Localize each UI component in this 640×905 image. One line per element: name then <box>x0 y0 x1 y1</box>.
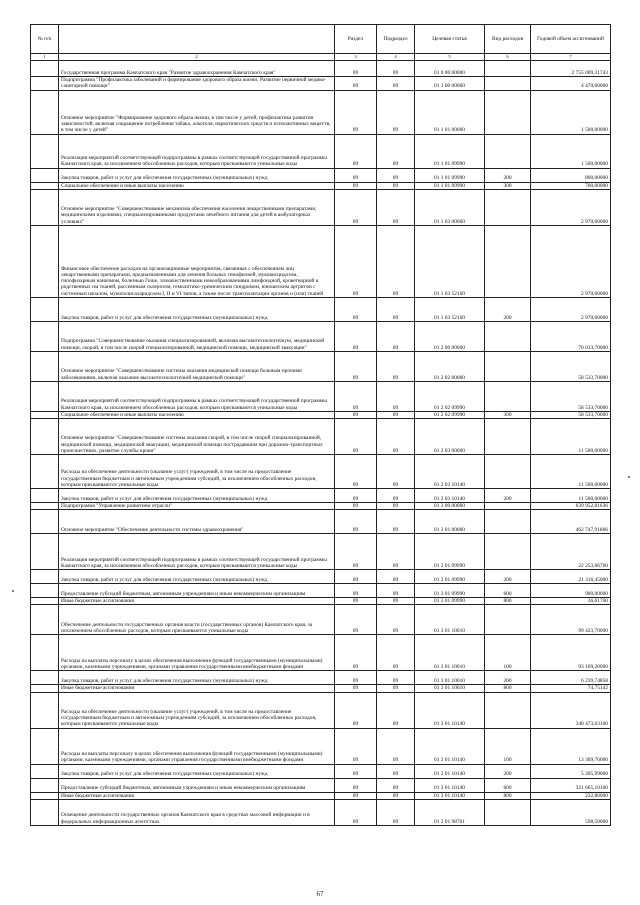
colnum-2: 2 <box>59 54 335 61</box>
cell-amount: 2 970,60000 <box>531 297 611 321</box>
cell-amount: 1 500,00000 <box>531 90 611 134</box>
cell-section: 09 <box>335 792 377 799</box>
cell-amount: 232,80000 <box>531 792 611 799</box>
cell-subsection: 09 <box>377 685 415 692</box>
cell-amount: 93 109,20000 <box>531 635 611 671</box>
table-row <box>31 510 611 534</box>
cell-num <box>31 321 59 351</box>
cell-num <box>31 419 59 455</box>
cell-subsection: 09 <box>377 419 415 455</box>
cell-article: 01 3 01 10140 <box>415 692 485 728</box>
cell-name: Закупка товаров, работ и услуг для обеспечения государственных (муниципальных) нужд <box>59 489 335 503</box>
cell-num <box>31 598 59 605</box>
cell-name: Расходы на обеспечение деятельности (оказание услуг) учреждений, в том числе на предоставление государственным бюджетным и автономным учреждениям субсидий, за исключением обособленных расходов, которым присваиваются уникальные коды <box>59 692 335 728</box>
cell-article: 01 1 01 09990 <box>415 134 485 168</box>
table-row <box>31 189 611 225</box>
cell-expense-type: 600 <box>485 584 531 598</box>
cell-num <box>31 225 59 297</box>
cell-subsection: 09 <box>377 671 415 685</box>
cell-subsection: 09 <box>377 635 415 671</box>
cell-subsection: 09 <box>377 411 415 418</box>
cell-amount: 11 500,00000 <box>531 489 611 503</box>
cell-name: Основное мероприятие "Совершенствование системы оказания медицинской помощи больным прочими заболеваниями, включая оказание высокотехнологичной медицинской помощи" <box>59 351 335 381</box>
cell-expense-type: 300 <box>485 182 531 189</box>
cell-expense-type: 200 <box>485 764 531 778</box>
cell-subsection: 09 <box>377 225 415 297</box>
cell-section: 09 <box>335 321 377 351</box>
cell-expense-type: 100 <box>485 728 531 764</box>
cell-num <box>31 685 59 692</box>
cell-amount: 462 747,91866 <box>531 510 611 534</box>
cell-subsection: 09 <box>377 778 415 792</box>
cell-name: Социальное обеспечение и иные выплаты населению <box>59 411 335 418</box>
cell-num <box>31 671 59 685</box>
cell-article: 01 1 01 09990 <box>415 168 485 182</box>
cell-article: 01 2 03 00000 <box>415 419 485 455</box>
cell-num <box>31 534 59 570</box>
cell-num <box>31 455 59 489</box>
cell-name: Финансовое обеспечение расходов на организационные мероприятия, связанные с обеспечением лиц лекарственными препаратами, предназначенными для лечения больных гемофилией, муковисцидозом, гипофизарным нанизмом, болезнью Гоше, злокачественными новообразованиями лимфоидной, кроветворной и родственных им тканей, рассеянным склерозом, гемолитико-уремическим синдромом, юношеским артритом с системным началом, мукополисахаридозом I, II и VI типов, а также после трансплантации органов и (или) тканей <box>59 225 335 297</box>
cell-expense-type <box>485 134 531 168</box>
table-row <box>31 728 611 764</box>
colnum-3: 3 <box>335 54 377 61</box>
cell-article: 01 1 01 09990 <box>415 182 485 189</box>
cell-subsection: 09 <box>377 134 415 168</box>
cell-num <box>31 799 59 825</box>
cell-name: Реализация мероприятий соответствующей подпрограммы в рамках соответствующей государственной программы Камчатского края, за исключением обособленных расходов, которым присваиваются уникальные коды <box>59 534 335 570</box>
header-num: № п/п <box>31 25 59 54</box>
cell-section: 09 <box>335 297 377 321</box>
cell-amount: 340 473,63100 <box>531 692 611 728</box>
table-row <box>31 605 611 635</box>
cell-name: Предоставление субсидий бюджетным, автономным учреждениям и иным некоммерческим организациям <box>59 778 335 792</box>
table-row <box>31 792 611 799</box>
header-name <box>59 25 335 54</box>
cell-name: Расходы на выплаты персоналу в целях обеспечения выполнения функций государственными (муниципальными) органами, казенными учреждениями, органами управления государственными внебюджетными фондами <box>59 728 335 764</box>
cell-section: 09 <box>335 503 377 510</box>
cell-subsection: 09 <box>377 510 415 534</box>
cell-article: 01 3 01 10140 <box>415 728 485 764</box>
cell-subsection: 09 <box>377 189 415 225</box>
cell-section: 09 <box>335 189 377 225</box>
cell-article: 01 3 01 10010 <box>415 635 485 671</box>
table-row <box>31 799 611 825</box>
cell-amount: 99 423,70000 <box>531 605 611 635</box>
cell-article: 01 2 02 09990 <box>415 411 485 418</box>
cell-name: Реализация мероприятий соответствующей подпрограммы в рамках соответствующей государственной программы Камчатского края, за исключением обособленных расходов, которым присваиваются уникальные коды <box>59 381 335 411</box>
cell-section: 09 <box>335 61 377 77</box>
colnum-6: 6 <box>485 54 531 61</box>
cell-amount: 2 755 009,31743 <box>531 61 611 77</box>
table-row <box>31 419 611 455</box>
cell-subsection: 09 <box>377 297 415 321</box>
cell-section: 09 <box>335 692 377 728</box>
budget-table <box>30 24 611 826</box>
cell-section: 09 <box>335 419 377 455</box>
cell-subsection: 09 <box>377 381 415 411</box>
table-row <box>31 534 611 570</box>
cell-subsection: 09 <box>377 168 415 182</box>
table-header-row <box>31 25 611 54</box>
cell-name: Государственная программа Камчатского края "Развитие здравоохранения Камчатского края" <box>59 61 335 77</box>
table-row <box>31 685 611 692</box>
cell-article: 01 2 02 00000 <box>415 351 485 381</box>
cell-expense-type <box>485 692 531 728</box>
cell-name: Освещение деятельности государственных органов Камчатского края в средствах массовой информации и в федеральных информационных агентствах <box>59 799 335 825</box>
cell-subsection: 09 <box>377 792 415 799</box>
cell-amount: 58 533,70000 <box>531 411 611 418</box>
cell-section: 09 <box>335 455 377 489</box>
cell-article: 01 3 01 10140 <box>415 792 485 799</box>
cell-num <box>31 381 59 411</box>
cell-section: 09 <box>335 534 377 570</box>
cell-expense-type: 300 <box>485 411 531 418</box>
cell-amount: 70 033,70000 <box>531 321 611 351</box>
cell-subsection: 09 <box>377 728 415 764</box>
table-row <box>31 61 611 77</box>
cell-num <box>31 605 59 635</box>
cell-section: 09 <box>335 90 377 134</box>
cell-subsection: 09 <box>377 351 415 381</box>
cell-subsection: 09 <box>377 764 415 778</box>
cell-name: Подпрограмма "Управление развитием отрасли" <box>59 503 335 510</box>
table-row <box>31 381 611 411</box>
cell-article: 01 3 01 10140 <box>415 778 485 792</box>
cell-name: Основное мероприятие "Формирование здорового образа жизни, в том числе у детей, профилактика развития зависимостей, включая сокращение потребления табака, алкоголя, наркотических средств и психоактивных веществ, в том числе у детей" <box>59 90 335 134</box>
table-row <box>31 584 611 598</box>
cell-name: Закупка товаров, работ и услуг для обеспечения государственных (муниципальных) нужд <box>59 764 335 778</box>
cell-name: Иные бюджетные ассигнования <box>59 685 335 692</box>
cell-section: 09 <box>335 510 377 534</box>
cell-name: Закупка товаров, работ и услуг для обеспечения государственных (муниципальных) нужд <box>59 671 335 685</box>
cell-num <box>31 692 59 728</box>
cell-num <box>31 510 59 534</box>
cell-article: 01 1 03 00000 <box>415 189 485 225</box>
table-row <box>31 778 611 792</box>
cell-section: 09 <box>335 635 377 671</box>
cell-section: 09 <box>335 77 377 90</box>
page-number: 67 <box>316 890 324 898</box>
cell-expense-type: 800 <box>485 598 531 605</box>
cell-article: 01 3 01 10010 <box>415 605 485 635</box>
cell-subsection: 09 <box>377 182 415 189</box>
cell-expense-type <box>485 503 531 510</box>
cell-amount: 321 665,10100 <box>531 778 611 792</box>
cell-amount: 598,50000 <box>531 799 611 825</box>
scan-speck <box>628 476 630 478</box>
cell-expense-type: 200 <box>485 168 531 182</box>
cell-expense-type <box>485 90 531 134</box>
cell-amount: 58 533,70000 <box>531 381 611 411</box>
table-row <box>31 570 611 584</box>
cell-name: Реализация мероприятий соответствующей подпрограммы в рамках соответствующей государственной программы Камчатского края, за исключением обособленных расходов, которым присваиваются уникальные коды <box>59 134 335 168</box>
cell-amount: 11 500,00000 <box>531 419 611 455</box>
cell-article: 01 3 01 10010 <box>415 685 485 692</box>
cell-section: 09 <box>335 489 377 503</box>
cell-name: Закупка товаров, работ и услуг для обеспечения государственных (муниципальных) нужд <box>59 297 335 321</box>
cell-name: Обеспечение деятельности государственных органов власти (государственных органов) Камчатского края, за исключением обособленных расходов, которым присваиваются уникальные коды <box>59 605 335 635</box>
cell-num <box>31 411 59 418</box>
colnum-4: 4 <box>377 54 415 61</box>
cell-subsection: 09 <box>377 77 415 90</box>
cell-section: 09 <box>335 381 377 411</box>
table-row <box>31 411 611 418</box>
cell-name: Основное мероприятие "Совершенствование системы оказания скорой, в том числе скорой специализированной, медицинской помощи, медицинской эвакуации, медицинской помощи пострадавшим при дорожно-транспортных происшествиях, развитие службы крови" <box>59 419 335 455</box>
cell-amount: 22 253,06760 <box>531 534 611 570</box>
cell-expense-type <box>485 351 531 381</box>
cell-expense-type <box>485 189 531 225</box>
header-section: Раздел <box>335 25 377 54</box>
table-body <box>31 61 611 826</box>
cell-article: 01 1 03 52160 <box>415 297 485 321</box>
cell-article: 01 3 01 09990 <box>415 570 485 584</box>
cell-article: 01 2 03 10140 <box>415 455 485 489</box>
cell-name: Иные бюджетные ассигнования <box>59 792 335 799</box>
cell-subsection: 09 <box>377 321 415 351</box>
cell-subsection: 09 <box>377 799 415 825</box>
cell-section: 09 <box>335 764 377 778</box>
cell-article: 01 3 01 09990 <box>415 534 485 570</box>
cell-expense-type: 200 <box>485 489 531 503</box>
cell-name: Расходы на обеспечение деятельности (оказание услуг) учреждений, в том числе на предоставление государственным бюджетным и автономным учреждениям субсидий, за исключением обособленных расходов, которым присваиваются уникальные коды <box>59 455 335 489</box>
cell-num <box>31 778 59 792</box>
cell-expense-type: 800 <box>485 685 531 692</box>
cell-article: 01 2 03 10140 <box>415 489 485 503</box>
cell-expense-type <box>485 381 531 411</box>
cell-num <box>31 61 59 77</box>
table-row <box>31 351 611 381</box>
cell-expense-type <box>485 510 531 534</box>
cell-subsection: 09 <box>377 605 415 635</box>
cell-section: 09 <box>335 182 377 189</box>
cell-subsection: 09 <box>377 598 415 605</box>
cell-amount: 900,00000 <box>531 584 611 598</box>
cell-num <box>31 134 59 168</box>
cell-expense-type <box>485 419 531 455</box>
table-row <box>31 225 611 297</box>
table-row <box>31 671 611 685</box>
cell-amount: 11 500,00000 <box>531 455 611 489</box>
cell-section: 09 <box>335 799 377 825</box>
cell-num <box>31 297 59 321</box>
cell-name: Подпрограмма "Совершенствование оказания специализированной, включая высокотехнологичную, медицинской помощи, скорой, в том числе скорой специализированной, медицинской помощи, медицинской эвакуации" <box>59 321 335 351</box>
cell-name: Социальное обеспечение и иные выплаты населению <box>59 182 335 189</box>
cell-num <box>31 570 59 584</box>
header-article: Целевая статья <box>415 25 485 54</box>
cell-name: Подпрограмма "Профилактика заболеваний и формирование здорового образа жизни. Развитие первичной медико-санитарной помощи" <box>59 77 335 90</box>
cell-article: 01 3 01 09990 <box>415 598 485 605</box>
cell-num <box>31 792 59 799</box>
cell-num <box>31 584 59 598</box>
cell-num <box>31 77 59 90</box>
header-subsection: Подраздел <box>377 25 415 54</box>
cell-num <box>31 489 59 503</box>
table-row <box>31 503 611 510</box>
cell-amount: 800,00000 <box>531 168 611 182</box>
cell-num <box>31 182 59 189</box>
cell-expense-type <box>485 534 531 570</box>
cell-name: Закупка товаров, работ и услуг для обеспечения государственных (муниципальных) нужд <box>59 570 335 584</box>
cell-article: 01 3 01 09990 <box>415 584 485 598</box>
cell-section: 09 <box>335 685 377 692</box>
cell-expense-type: 200 <box>485 297 531 321</box>
cell-section: 09 <box>335 134 377 168</box>
cell-expense-type: 200 <box>485 671 531 685</box>
colnum-7: 7 <box>531 54 611 61</box>
cell-article: 01 3 00 00000 <box>415 503 485 510</box>
cell-article: 01 3 01 00000 <box>415 510 485 534</box>
cell-section: 09 <box>335 598 377 605</box>
cell-expense-type: 200 <box>485 570 531 584</box>
cell-num <box>31 189 59 225</box>
cell-subsection: 09 <box>377 534 415 570</box>
cell-article: 01 2 00 00000 <box>415 321 485 351</box>
cell-article: 01 1 01 00000 <box>415 90 485 134</box>
cell-subsection: 09 <box>377 692 415 728</box>
cell-subsection: 09 <box>377 503 415 510</box>
cell-expense-type: 600 <box>485 778 531 792</box>
cell-section: 09 <box>335 411 377 418</box>
table-row <box>31 635 611 671</box>
colnum-5: 5 <box>415 54 485 61</box>
cell-subsection: 09 <box>377 570 415 584</box>
cell-article: 01 1 00 00000 <box>415 77 485 90</box>
cell-section: 09 <box>335 351 377 381</box>
cell-section: 09 <box>335 778 377 792</box>
table-row <box>31 598 611 605</box>
cell-expense-type <box>485 605 531 635</box>
cell-expense-type <box>485 77 531 90</box>
cell-amount: 6 239,74858 <box>531 671 611 685</box>
table-row <box>31 182 611 189</box>
cell-article: 01 3 01 10010 <box>415 671 485 685</box>
cell-amount: 58 533,70000 <box>531 351 611 381</box>
cell-amount: 74,75142 <box>531 685 611 692</box>
cell-expense-type <box>485 799 531 825</box>
cell-expense-type: 100 <box>485 635 531 671</box>
cell-expense-type: 800 <box>485 792 531 799</box>
table-row <box>31 321 611 351</box>
cell-section: 09 <box>335 605 377 635</box>
document-page <box>30 24 610 826</box>
table-row <box>31 297 611 321</box>
cell-num <box>31 503 59 510</box>
table-row <box>31 692 611 728</box>
cell-amount: 2 970,60000 <box>531 225 611 297</box>
cell-amount: 700,00000 <box>531 182 611 189</box>
cell-amount: 639 952,81636 <box>531 503 611 510</box>
table-row <box>31 764 611 778</box>
scan-speck <box>12 590 14 592</box>
cell-subsection: 09 <box>377 455 415 489</box>
table-row <box>31 90 611 134</box>
cell-expense-type <box>485 455 531 489</box>
cell-amount: 13 369,76000 <box>531 728 611 764</box>
cell-subsection: 09 <box>377 61 415 77</box>
cell-num <box>31 90 59 134</box>
cell-amount: 1 500,00000 <box>531 134 611 168</box>
cell-num <box>31 168 59 182</box>
cell-section: 09 <box>335 168 377 182</box>
cell-article: 01 1 03 52160 <box>415 225 485 297</box>
cell-expense-type <box>485 321 531 351</box>
colnum-1: 1 <box>31 54 59 61</box>
cell-num <box>31 351 59 381</box>
cell-name: Расходы на выплаты персоналу в целях обеспечения выполнения функций государственными (муниципальными) органами, казенными учреждениями, органами управления государственными внебюджетными фондами <box>59 635 335 671</box>
cell-expense-type <box>485 225 531 297</box>
cell-section: 09 <box>335 671 377 685</box>
cell-amount: 21 316,45000 <box>531 570 611 584</box>
cell-expense-type <box>485 61 531 77</box>
header-amount: Годовой объем ассигнований <box>531 25 611 54</box>
table-row <box>31 134 611 168</box>
table-row <box>31 455 611 489</box>
cell-section: 09 <box>335 570 377 584</box>
table-row <box>31 489 611 503</box>
cell-subsection: 09 <box>377 489 415 503</box>
cell-name: Закупка товаров, работ и услуг для обеспечения государственных (муниципальных) нужд <box>59 168 335 182</box>
cell-amount: 5 205,99000 <box>531 764 611 778</box>
cell-section: 09 <box>335 225 377 297</box>
cell-article: 01 2 02 09990 <box>415 381 485 411</box>
cell-article: 01 0 00 00000 <box>415 61 485 77</box>
column-number-row <box>31 54 611 61</box>
cell-amount: 4 470,60000 <box>531 77 611 90</box>
header-expense-type: Вид расходов <box>485 25 531 54</box>
cell-num <box>31 728 59 764</box>
cell-name: Иные бюджетные ассигнования <box>59 598 335 605</box>
cell-subsection: 09 <box>377 584 415 598</box>
cell-num <box>31 635 59 671</box>
cell-article: 01 3 01 10140 <box>415 764 485 778</box>
cell-article: 01 3 01 98701 <box>415 799 485 825</box>
cell-num <box>31 764 59 778</box>
cell-name: Основное мероприятие "Совершенствование механизма обеспечения населения лекарственными препаратами, медицинскими изделиями, специализированными продуктами лечебного питания для детей в амбулаторных условиях" <box>59 189 335 225</box>
cell-name: Основное мероприятие "Обеспечение деятельности системы здравоохранения" <box>59 510 335 534</box>
cell-section: 09 <box>335 584 377 598</box>
table-row <box>31 168 611 182</box>
table-row <box>31 77 611 90</box>
cell-amount: 36,61760 <box>531 598 611 605</box>
cell-section: 09 <box>335 728 377 764</box>
cell-name: Предоставление субсидий бюджетным, автономным учреждениям и иным некоммерческим организациям <box>59 584 335 598</box>
cell-amount: 2 970,60000 <box>531 189 611 225</box>
cell-subsection: 09 <box>377 90 415 134</box>
